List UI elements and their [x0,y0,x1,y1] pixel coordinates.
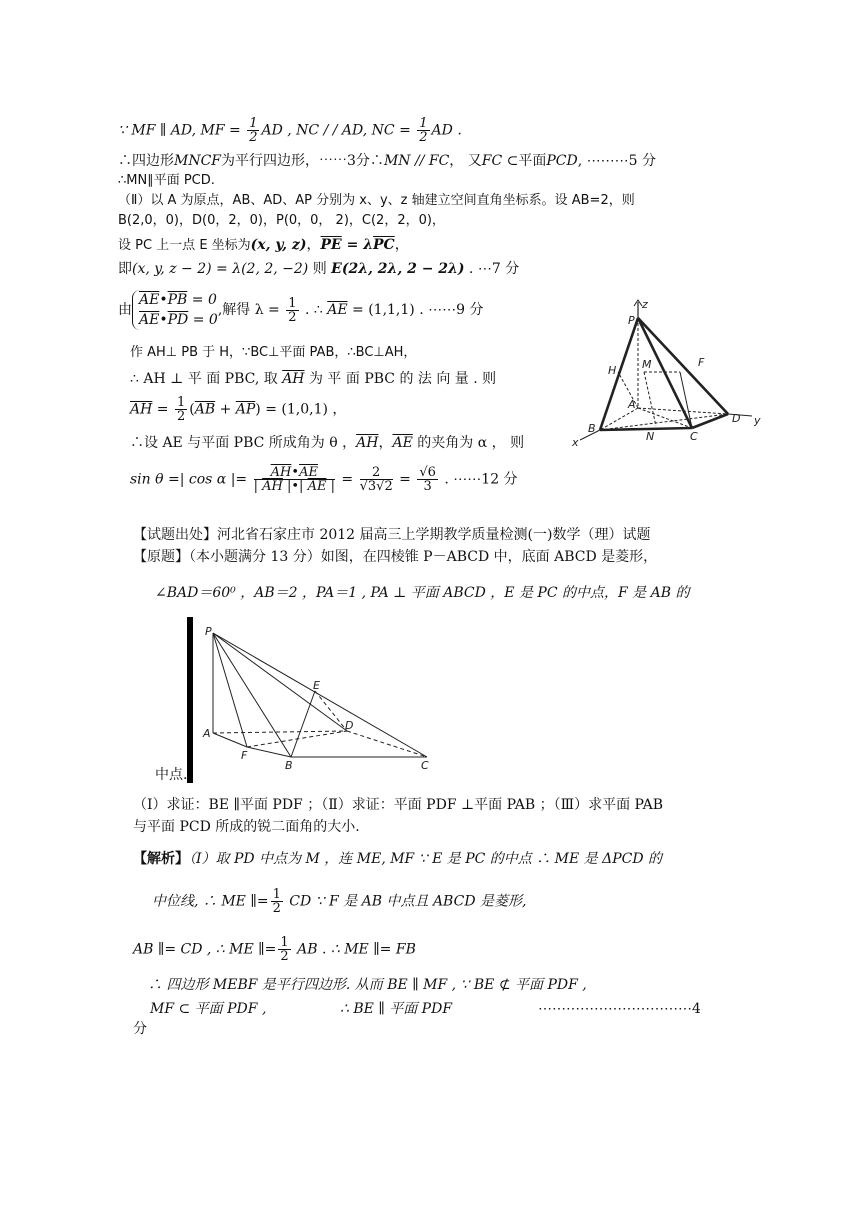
text-line: 即(x, y, z − 2) = λ(2, 2, −2) 则 E(2λ, 2λ, 2 − 2λ) . ⋯7 分 [118,261,520,277]
margin-bar [187,617,193,783]
text-line: 设 PC 上一点 E 坐标为(x, y, z)，$\overline{PE} = \lambda\overline{PC}$， [118,237,409,253]
text-line: ∴ AH ⊥ 平 面 PBC, 取 $\overline{AH}$ 为 平 面 PBC 的 法 向 量 . 则 [130,371,497,387]
diagram1-label: C [690,430,698,443]
text-line: sin θ =| cos α |= $\frac{\overline{AH}•\overline{AE}}{| \overline{AH} |•| \overline{AE} |}$ = $\frac{2}{√3√2}$ = $\frac{√6}{3}$ . ⋯⋯12 分 [130,465,518,494]
fraction: $\frac{1}{2}$ [419,116,428,145]
edge-PD [213,633,347,731]
text-line: ∴设 AE 与平面 PBC 所成角为 θ ，$\overline{AH}$，$\overline{AE}$ 的夹角为 α ， 则 [130,435,525,451]
diagram2-label: D [345,719,354,732]
text-line: 【原题】（本小题满分 13 分）如图，在四棱锥 P－ABCD 中，底面 ABCD 是菱形， [133,549,658,565]
diagram1-label: y [754,414,761,427]
diagram1-label: N [646,430,655,443]
diagram1-label: z [642,298,648,311]
text-line: 【试题出处】河北省石家庄市 2012 届高三上学期教学质量检测(一)数学（理）试题 [133,527,651,543]
diagram2-label: F [241,749,248,762]
text-line: B(2,0，0)，D(0，2，0)，P(0，0， 2)，C(2，2，0)， [118,213,445,228]
edge-PB [600,318,638,430]
text-line: ∴MN∥平面 PCD. [118,173,215,188]
text-line: AB ∥= CD , ∴ ME ∥= $\frac{1}{2}$ AB . ∴ ME ∥= FB [133,935,416,964]
equation-system: 由 $\overline{AE}•\overline{PB} = 0$ $\overline{AE}•\overline{PD} = 0$ ,解得 λ = $\frac{1}{2}$ . ∴ $\overline{AE} = (1,1,1)$ . ⋯⋯9 分 [118,292,484,328]
text-line: ∴四边形MNCF为平行四边形，⋯⋯3分∴MN // FC， 又FC ⊂平面PCD, ⋯⋯⋯5 分 [118,153,656,169]
edge-PC [213,633,427,757]
diagram1-label: F [698,356,705,369]
pyramid-coordinate-diagram [568,296,768,456]
rhombus-pyramid-diagram [185,617,445,787]
diagram1-label: B [588,422,596,435]
text-line: ∵ MF ∥ AD, MF = $\frac{1}{2}$ AD , NC / / AD, NC = $\frac{1}{2}$ AD . [118,116,462,145]
diagram1-label: x [572,436,579,449]
text-line: （Ⅰ）求证：BE ∥平面 PDF ；（Ⅱ）求证：平面 PDF ⊥平面 PAB ；（Ⅲ）求平面 PAB [133,797,664,813]
diagram1-label: M [642,358,652,371]
edge-PB [213,633,291,757]
text-line: ⋯⋯⋯⋯⋯⋯⋯⋯⋯⋯⋯4 [538,1001,701,1017]
text-line: 作 AH⊥ PB 于 H，∵BC⊥平面 PAB，∴BC⊥AH， [130,345,417,360]
diagram1-label: P [628,314,635,327]
text-line: $\overline{AH}$ = $\frac{1}{2}$ $(\overline{AB} + \overline{AP}) = (1,0,1)$ ， [130,395,347,424]
diagram1-label: D [732,412,741,425]
diagram1-label: A [628,398,636,411]
diagram2-label: B [285,759,293,772]
diagram2-label: P [205,625,212,638]
text-line: MF ⊂ 平面 PDF , [150,1001,267,1017]
text-line: 与平面 PCD 所成的锐二面角的大小. [133,819,360,835]
diagram1-label: H [608,364,617,377]
text-line: ∠BAD＝60⁰ ，AB＝2 ，PA＝1 , PA ⊥ 平面 ABCD ，E 是 PC 的中点，F 是 AB 的 [155,585,690,601]
text-line: 中位线, ∴ ME ∥= $\frac{1}{2}$ CD ∵ F 是 AB 中点且 ABCD 是菱形, [152,887,527,916]
diagram2-label: C [421,759,429,772]
text-line: 中点. [155,767,188,783]
diagram2-label: A [203,727,211,740]
diagram2-label: E [313,679,320,692]
text-line: ∴ BE ∥ 平面 PDF [340,1001,453,1017]
text-line: 【解析】（Ⅰ）取 PD 中点为 M ，连 ME, MF ∵ E 是 PC 的中点 ∴ ME 是 ΔPCD 的 [133,851,663,867]
text-line: 分 [133,1021,147,1037]
edge-PD [638,318,728,414]
text-line: （Ⅱ）以 A 为原点，AB、AD、AP 分别为 x、y、z 轴建立空间直角坐标系。设 AB=2，则 [118,193,635,208]
text-line: ∴ 四边形 MEBF 是平行四边形. 从而 BE ∥ MF , ∵ BE ⊄ 平面 PDF , [148,977,587,993]
fraction: $\frac{1}{2}$ [249,116,258,145]
